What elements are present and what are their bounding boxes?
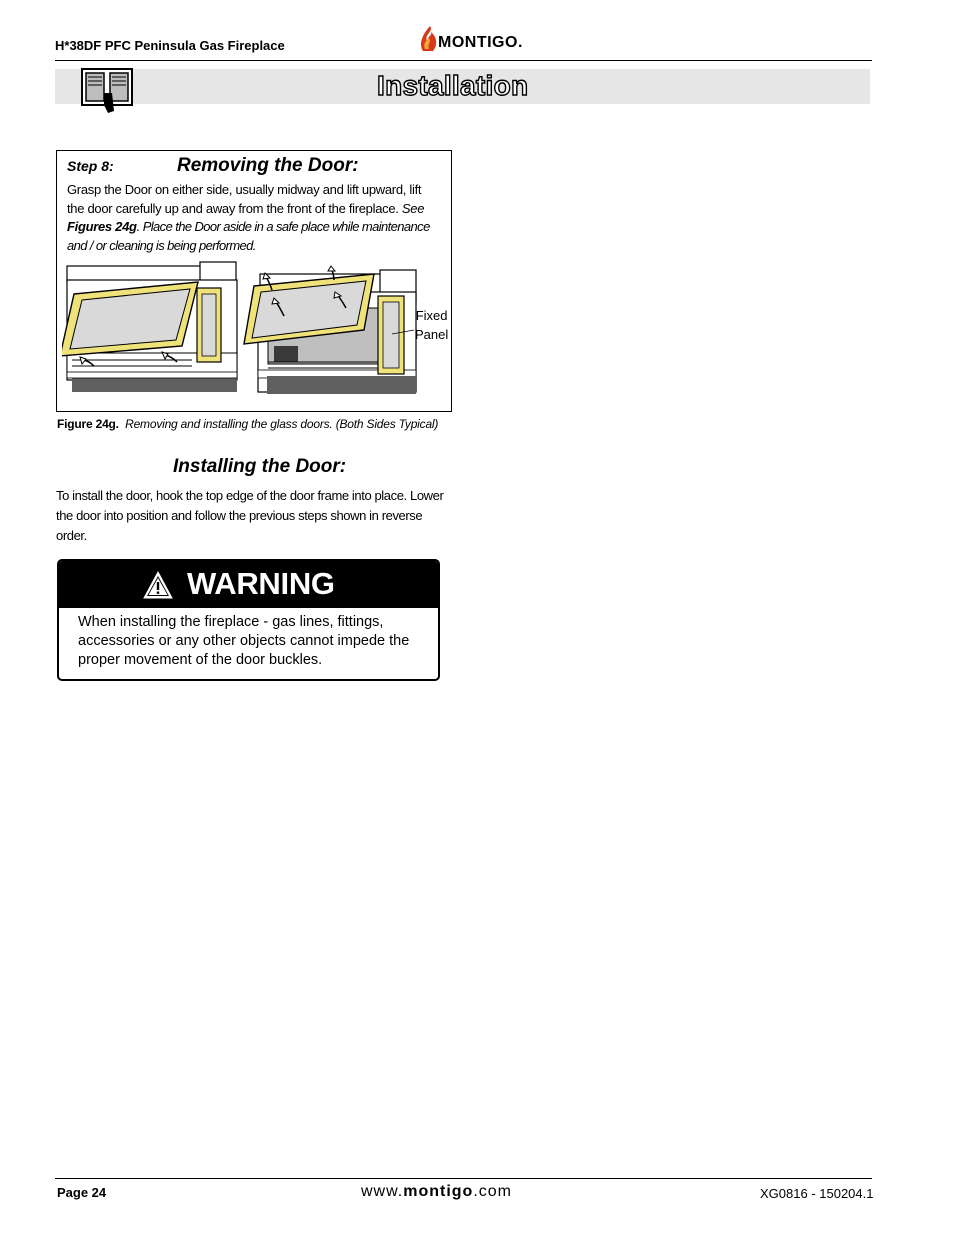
warning-header <box>59 561 438 608</box>
url-brand: montigo <box>403 1183 474 1200</box>
figure-number: Figure 24g. <box>57 417 119 431</box>
step-text-see: See <box>401 200 425 216</box>
warning-title: WARNING <box>187 566 335 601</box>
fireplace-doors-icon <box>80 65 134 115</box>
fixed-panel-label <box>415 306 448 344</box>
figure-caption-text: Removing and installing the glass doors. (Both Sides Typical) <box>125 417 439 431</box>
montigo-logo <box>418 24 523 58</box>
footer-rule <box>55 1178 872 1179</box>
fixed-panel-label-line1: Fixed <box>415 308 448 323</box>
installing-instructions: To install the door, hook the top edge of the door frame into place. Lower the door into position and follow the previous steps shown in reverse order. <box>56 488 444 543</box>
step-text-a: Grasp the Door on either side, usually midway and lift upward, lift the door carefully up and away from the front of the fireplace. <box>67 182 422 216</box>
url-prefix: www. <box>361 1183 404 1200</box>
section-title: Installation <box>377 70 529 101</box>
document-code: XG0816 - 150204.1 <box>760 1186 874 1201</box>
installing-title: Installing the Door: <box>173 456 347 477</box>
warning-box <box>57 559 440 681</box>
url-suffix: .com <box>473 1183 512 1200</box>
step-text-b: . Place the Door aside in a safe place while maintenance and / or cleaning is being performed. <box>67 219 430 253</box>
website-url <box>361 1183 512 1201</box>
warning-text: When installing the fireplace - gas lines, fittings, accessories or any other objects cannot impede the proper movement of the door buckles. <box>78 614 410 668</box>
figure-reference: Figures 24g <box>67 219 137 234</box>
warning-triangle-icon <box>142 570 174 600</box>
fixed-panel-label-line2: Panel <box>415 327 449 342</box>
door-removal-figure <box>62 258 449 406</box>
step-label: Step 8: <box>67 158 114 174</box>
logo-text: MONTIGO. <box>438 34 523 51</box>
figure-caption <box>57 417 438 431</box>
step-instructions <box>67 181 439 255</box>
document-title: H*38DF PFC Peninsula Gas Fireplace <box>55 38 285 53</box>
header-rule <box>55 60 872 61</box>
page-number: Page 24 <box>57 1185 107 1200</box>
step-title: Removing the Door: <box>177 155 359 176</box>
